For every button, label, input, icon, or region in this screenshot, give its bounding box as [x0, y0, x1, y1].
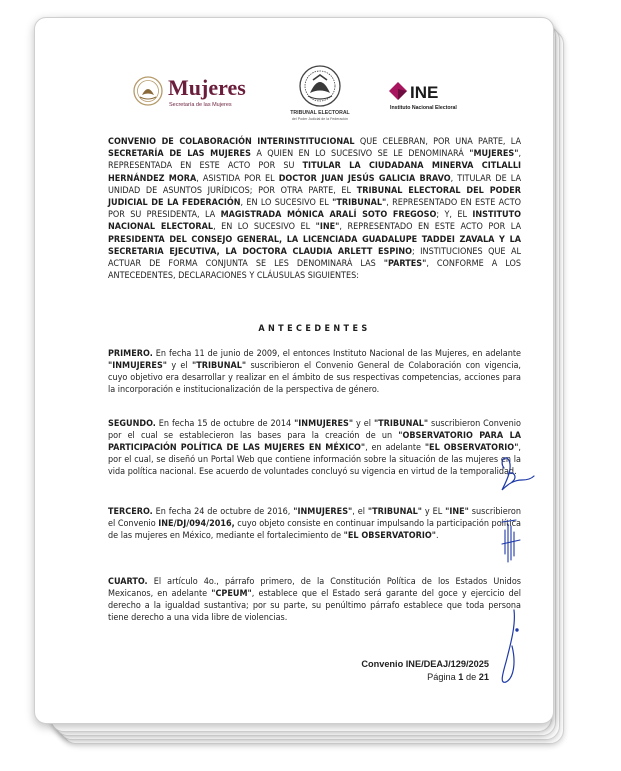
text-run: y el	[167, 361, 192, 371]
text-run: cuyo objeto consiste en continuar impulsando la participación política de las mujeres en México, mediante el fortalecimiento de	[108, 519, 521, 541]
bold-text-run: "OBSERVATORIO PARA LA PARTICIPACIÓN POLÍTICA DE LAS MUJERES EN MÉXICO"	[108, 431, 521, 453]
mujeres-logo	[130, 73, 270, 113]
bold-text-run: "INMUJERES"	[108, 361, 168, 371]
text-run: .	[436, 531, 439, 541]
page-total: 21	[478, 672, 489, 682]
text-run: A QUIEN EN LO SUCESIVO SE LE DENOMINARÁ	[250, 149, 470, 160]
bold-text-run: MAGISTRADA MÓNICA ARALÍ SOTO FREGOSO	[220, 210, 437, 221]
text-run: suscribieron Convenio por el cual se establecieron las bases para la creación de un	[108, 419, 522, 441]
bold-text-run: "EL OBSERVATORIO"	[343, 531, 437, 541]
bold-text-run: "TRIBUNAL"	[332, 198, 387, 209]
text-run: , REPRESENTADO EN ESTE ACTO POR LA	[339, 222, 521, 233]
text-run: , establece que el Estado será garante del goce y ejercicio del derecho a la igualdad sustantiva; por su parte, su penúltimo párrafo establece que toda persona tiene derecho a una vida libre de violencias.	[108, 589, 521, 623]
mujeres-logo-subtitle: Secretaría de las Mujeres	[169, 102, 232, 108]
antecedentes-heading: ANTECEDENTES	[258, 324, 371, 334]
bold-text-run: "INE"	[315, 222, 340, 233]
page-current: 1	[458, 672, 464, 682]
tribunal-line1: TRIBUNAL ELECTORAL	[290, 110, 350, 116]
bold-text-run: PRIMERO.	[108, 349, 153, 359]
text-run: , REPRESENTADA EN ESTE ACTO POR SU	[108, 149, 522, 172]
antecedente-primero	[108, 348, 521, 396]
mexico-eagle-emblem-icon	[134, 77, 162, 105]
bold-text-run: CUARTO.	[108, 577, 148, 587]
text-run: y el	[353, 419, 374, 429]
bold-text-run: PRESIDENTA DEL CONSEJO GENERAL, LA LICENCIADA GUADALUPE TADDEI ZAVALA Y LA SECRETARIA EJECUTIVA, LA DOCTORA CLAUDIA ARLETT ESPINO	[108, 234, 521, 257]
bold-text-run: TRIBUNAL ELECTORAL DEL PODER JUDICIAL DE LA FEDERACIÓN	[108, 185, 522, 209]
page-label: Página	[427, 672, 456, 682]
ine-logo	[388, 80, 483, 114]
text-run: En fecha 24 de octubre de 2016,	[152, 507, 294, 517]
bold-text-run: CONVENIO DE COLABORACIÓN INTERINSTITUCIONAL	[108, 137, 355, 147]
antecedente-segundo	[108, 418, 521, 478]
text-run: , REPRESENTADO EN ESTE ACTO POR SU PRESIDENTA, LA	[108, 198, 522, 221]
text-run: ; Y, EL	[436, 210, 473, 221]
text-run: En fecha 11 de junio de 2009, el entonces Instituto Nacional de las Mujeres, en adelante	[152, 349, 521, 359]
bold-text-run: TITULAR LA CIUDADANA MINERVA CITLALLI HERNÁNDEZ MORA	[108, 161, 521, 184]
bold-text-run: SECRETARÍA DE LAS MUJERES	[108, 149, 251, 160]
text-run: El artículo 4o., párrafo primero, de la Constitución Política de los Estados Unidos Mexicanos, en adelante	[108, 577, 521, 599]
text-run: QUE CELEBRAN, POR UNA PARTE, LA	[354, 137, 522, 147]
text-run: En fecha 15 de octubre de 2014	[155, 419, 295, 429]
tribunal-line2: del Poder Judicial de la Federación	[291, 117, 349, 121]
bold-text-run: "INMUJERES"	[293, 507, 353, 517]
text-run: suscribieron el Convenio General de Colaboración con vigencia, cuyo objetivo era desarrollar y realizar en el ámbito de sus respectivas competencias, acciones para la incorporación e institucionalización de la perspectiva de género.	[108, 361, 521, 395]
tribunal-seal-icon	[300, 66, 340, 106]
bold-text-run: DOCTOR JUAN JESÚS GALICIA BRAVO	[278, 173, 451, 184]
bold-text-run: TERCERO.	[108, 507, 153, 517]
bold-text-run: SEGUNDO.	[108, 419, 156, 429]
header-logos	[35, 18, 553, 128]
antecedente-tercero	[108, 506, 521, 542]
bold-text-run: "MUJERES"	[469, 149, 519, 160]
text-run: , por el cual, se diseñó un Portal Web que contiene información sobre la situación de las mujeres en la vida política nacional. Ese acuerdo de voluntades concluyó su vigencia en virtud de la temporalidad.	[108, 443, 521, 477]
ine-logo-text: INE	[410, 83, 439, 102]
bold-text-run: INSTITUTO NACIONAL ELECTORAL	[108, 210, 521, 233]
signature-initial-1	[502, 458, 534, 490]
bold-text-run: "TRIBUNAL"	[373, 419, 429, 429]
document-page	[34, 17, 554, 724]
bold-text-run: "CPEUM"	[211, 589, 252, 599]
margin-signatures	[492, 450, 542, 690]
signature-initial-2	[502, 520, 520, 562]
tribunal-electoral-seal	[290, 63, 350, 123]
ine-diamond-icon	[389, 82, 407, 100]
text-run: , en adelante	[365, 443, 425, 453]
mujeres-logo-text: Mujeres	[168, 75, 246, 100]
convenio-intro-paragraph	[108, 136, 521, 282]
page-footer	[361, 658, 489, 684]
text-run: , EN LO SUCESIVO EL	[240, 198, 333, 209]
text-run: y EL	[422, 507, 446, 517]
bold-text-run: "TRIBUNAL"	[367, 507, 423, 517]
text-run: , el	[352, 507, 368, 517]
bold-text-run: "TRIBUNAL"	[191, 361, 247, 371]
text-run: , ASISTIDA POR EL	[196, 173, 279, 184]
bold-text-run: "EL OBSERVATORIO"	[424, 443, 519, 453]
antecedente-cuarto	[108, 576, 521, 624]
text-run: , CONFORME A LOS ANTECEDENTES, DECLARACIONES Y CLÁUSULAS SIGUIENTES:	[108, 259, 521, 282]
page-number	[361, 671, 489, 684]
convenio-reference: Convenio INE/DEAJ/129/2025	[361, 659, 489, 669]
ine-logo-subtitle: Instituto Nacional Electoral	[390, 105, 457, 111]
bold-text-run: INE/DJ/094/2016,	[158, 519, 235, 529]
bold-text-run: "PARTES"	[383, 259, 427, 270]
bold-text-run: "INE"	[445, 507, 469, 517]
text-run: ; INSTITUCIONES QUE AL ACTUAR DE FORMA CONJUNTA SE LES DENOMINARÁ LAS	[108, 246, 521, 270]
page-of: de	[465, 672, 477, 682]
text-run: , EN LO SUCESIVO EL	[213, 222, 316, 233]
signature-initial-3	[502, 610, 518, 682]
bold-text-run: "INMUJERES"	[294, 419, 354, 429]
text-run: , TITULAR DE LA UNIDAD DE ASUNTOS JURÍDICOS; POR OTRA PARTE, EL	[108, 173, 521, 196]
text-run: suscribieron el Convenio	[108, 507, 521, 529]
